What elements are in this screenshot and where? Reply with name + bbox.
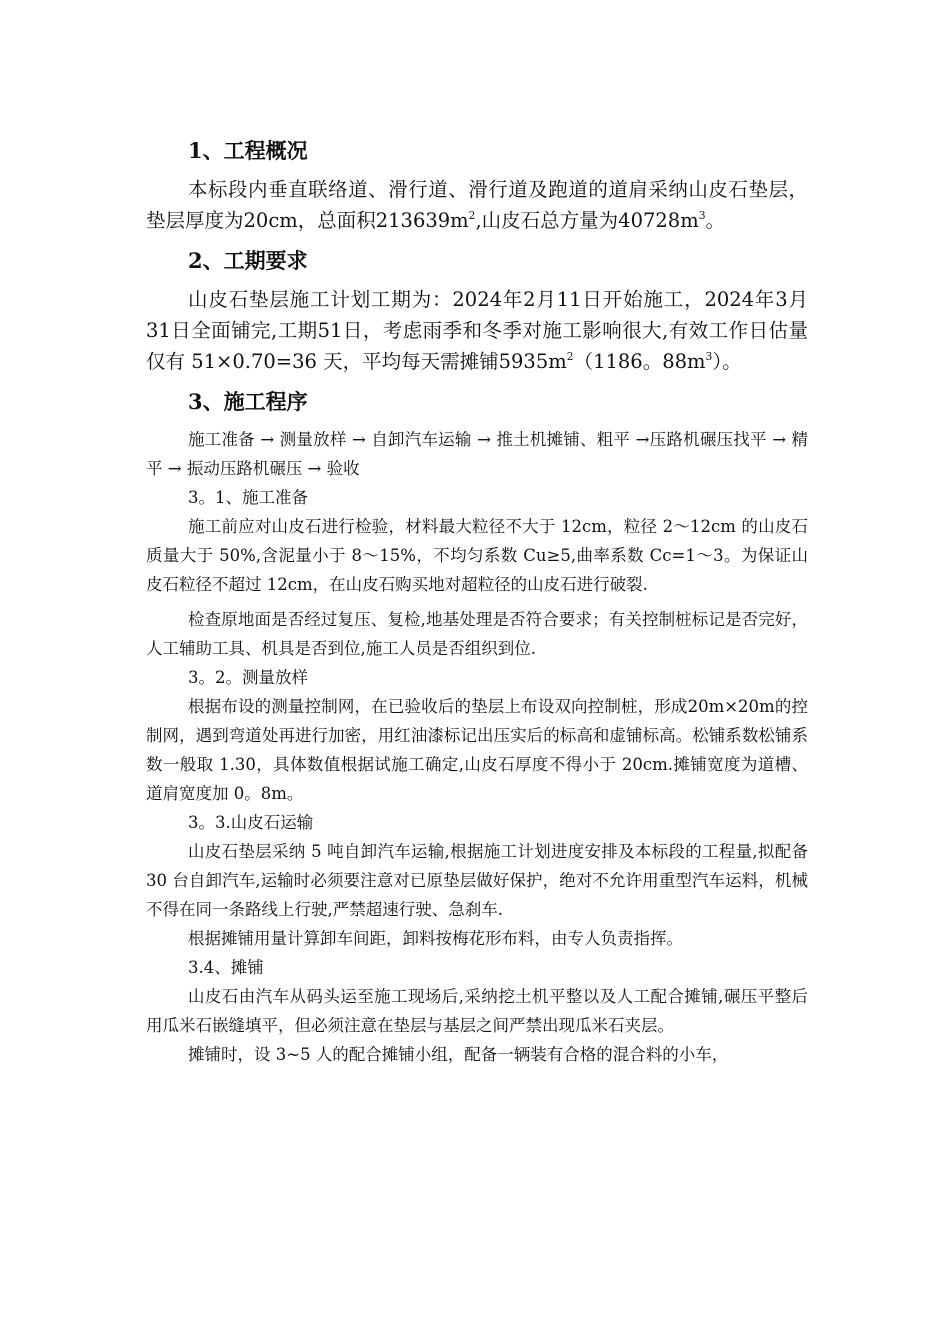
section-1-heading: 1、工程概况 xyxy=(188,138,308,163)
superscript-3: 3 xyxy=(705,349,713,363)
section-2-text-a: 山皮石垫层施工计划工期为：2024年2月11日开始施工，2024年3月31日全面铺完,工期51日，考虑雨季和冬季对施工影响很大,有效工作日估量仅有 51×0.70=36 天，平均每天需摊铺5935m xyxy=(146,288,808,373)
superscript-3: 3 xyxy=(698,208,706,222)
section-2-paragraph xyxy=(146,284,808,377)
subsection-3-3-title: 3。3.山皮石运输 xyxy=(188,813,314,832)
section-3-heading: 3、施工程序 xyxy=(188,389,308,414)
subsection-3-2-paragraph-1: 根据布设的测量控制网，在已验收后的垫层上布设双向控制桩，形成20m×20m的控制网，遇到弯道处再进行加密，用红油漆标记出压实后的标高和虚铺标高。松铺系数松铺系数一般取 1.30，具体数值根据试施工确定,山皮石厚度不得小于 20cm.摊铺宽度为道槽、道肩宽度加 0。8m。 xyxy=(146,697,808,803)
section-1-text-c: 。 xyxy=(705,209,726,232)
superscript-2: 2 xyxy=(566,349,574,363)
superscript-2: 2 xyxy=(468,208,476,222)
section-1-text-b: ,山皮石总方量为40728m xyxy=(475,209,699,232)
subsection-3-4-paragraph-1: 山皮石由汽车从码头运至施工现场后,采纳挖土机平整以及人工配合摊铺,碾压平整后用瓜米石嵌缝填平，但必须注意在垫层与基层之间严禁出现瓜米石夹层。 xyxy=(146,987,808,1035)
section-2-heading: 2、工期要求 xyxy=(188,248,308,273)
section-2-text-c: ）。 xyxy=(712,350,742,373)
section-1-text-a: 本标段内垂直联络道、滑行道、滑行道及跑道的道肩采纳山皮石垫层，垫层厚度为20cm，总面积213639m xyxy=(146,178,808,232)
subsection-3-2-title: 3。2。测量放样 xyxy=(188,668,308,687)
section-1-paragraph xyxy=(146,174,808,236)
subsection-3-4-title: 3.4、摊铺 xyxy=(188,958,264,977)
document-body xyxy=(146,134,808,1069)
subsection-3-1-paragraph-1: 施工前应对山皮石进行检验，材料最大粒径不大于 12cm，粒径 2～12cm 的山皮石质量大于 50%,含泥量小于 8～15%，不均匀系数 Cu≥5,曲率系数 Cc=1～3。为保证山皮石粒径不超过 12cm，在山皮石购买地对超粒径的山皮石进行破裂. xyxy=(146,517,808,594)
process-flow: 施工准备 → 测量放样 → 自卸汽车运输 → 推土机摊铺、粗平 →压路机碾压找平 → 精平 → 振动压路机碾压 → 验收 xyxy=(146,430,808,478)
subsection-3-3-paragraph-1: 山皮石垫层采纳 5 吨自卸汽车运输,根据施工计划进度安排及本标段的工程量,拟配备 30 台自卸汽车,运输时必须要注意对已原垫层做好保护，绝对不允许用重型汽车运料，机械不得在同一条路线上行驶,严禁超速行驶、急刹车. xyxy=(146,842,808,919)
subsection-3-4-paragraph-2: 摊铺时，设 3~5 人的配合摊铺小组，配备一辆装有合格的混合料的小车， xyxy=(188,1045,729,1064)
subsection-3-1-title: 3。1、施工准备 xyxy=(188,488,308,507)
section-2-text-b: （1186。88m xyxy=(573,350,706,373)
subsection-3-1-paragraph-2: 检查原地面是否经过复压、复检,地基处理是否符合要求；有关控制桩标记是否完好，人工辅助工具、机具是否到位,施工人员是否组织到位. xyxy=(146,610,808,658)
subsection-3-3-paragraph-2: 根据摊铺用量计算卸车间距，卸料按梅花形布料，由专人负责指挥。 xyxy=(188,929,683,948)
